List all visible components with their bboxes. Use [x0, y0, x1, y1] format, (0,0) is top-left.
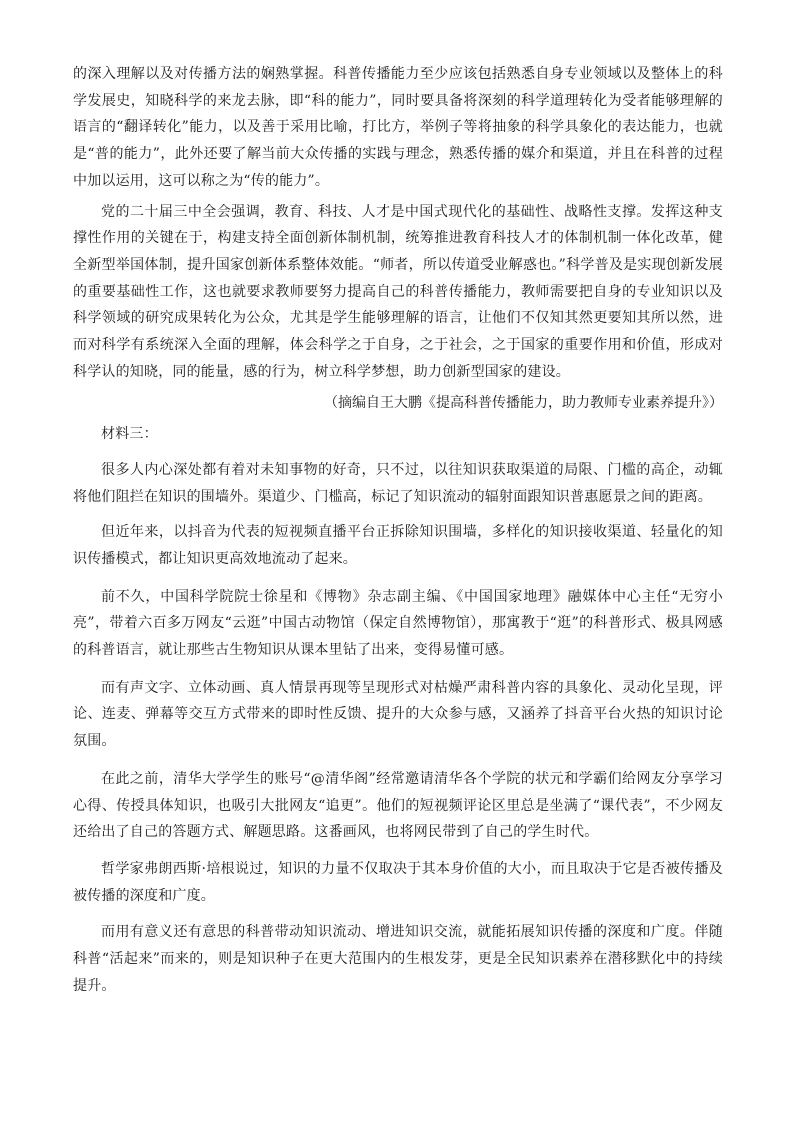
material-paragraph: 前不久，中国科学院院士徐星和《博物》杂志副主编、《中国国家地理》融媒体中心主任“无穷小亮”，带着六百多万网友“云逛”中国古动物馆（保定自然博物馆），那寓教于“逛”的科普形式、极具网感的科普语言，就让那些古生物知识从课本里钻了出来，变得易懂可感。 — [73, 588, 723, 659]
material-paragraph: 而用有意义还有意思的科普带动知识流动、增进知识交流，就能拓展知识传播的深度和广度。伴随科普“活起来”而来的，则是知识种子在更大范围内的生根发芽，更是全民知识素养在潜移默化中的持续提升。 — [73, 924, 723, 994]
material-paragraph: 而有声文字、立体动画、真人情景再现等呈现形式对枯燥严肃科普内容的具象化、灵动化呈现，评论、连麦、弹幕等交互方式带来的即时性反馈、提升的大众参与感，又涵养了抖音平台火热的知识讨论氛围。 — [73, 679, 723, 750]
material-label: 材料三： — [101, 426, 158, 443]
document-body — [73, 61, 723, 1000]
material-paragraph: 在此之前，清华大学学生的账号“@清华阁”经常邀请清华各个学院的状元和学霸们给网友分享学习心得、传授具体知识，也吸引大批网友“追更”。他们的短视频评论区里总是坐满了“课代表”，不少网友还给出了自己的答题方式、解题思路。这番画风，也将网民带到了自己的学生时代。 — [73, 770, 723, 841]
material-paragraph: 哲学家弗朗西斯·培根说过，知识的力量不仅取决于其本身价值的大小，而且取决于它是否被传播及被传播的深度和广度。 — [73, 860, 723, 904]
paragraph-continuation: 的深入理解以及对传播方法的娴熟掌握。科普传播能力至少应该包括熟悉自身专业领域以及整体上的科学发展史，知晓科学的来龙去脉，即“科的能力”，同时要具备将深刻的科学道理转化为受者能够理解的语言的“翻译转化”能力，以及善于采用比喻，打比方，举例子等将抽象的科学具象化的表达能力，也就是“普的能力”，此外还要了解当前大众传播的实践与理念，熟悉传播的媒介和渠道，并且在科普的过程中加以运用，这可以称之为“传的能力”。 — [73, 66, 723, 189]
material-paragraph: 但近年来，以抖音为代表的短视频直播平台正拆除知识围墙，多样化的知识接收渠道、轻量化的知识传播模式，都让知识更高效地流动了起来。 — [73, 524, 723, 567]
source-citation: （摘编自王大鹏《提高科普传播能力，助力教师专业素养提升》） — [324, 395, 723, 412]
material-paragraph: 很多人内心深处都有着对未知事物的好奇，只不过，以往知识获取渠道的局限、门槛的高企，动辄将他们阻拦在知识的围墙外。渠道少、门槛高，标记了知识流动的辐射面跟知识普惠愿景之间的距离。 — [73, 461, 723, 505]
paragraph-policy: 党的二十届三中全会强调，教育、科技、人才是中国式现代化的基础性、战略性支撑。发挥这种支撑性作用的关键在于，构建支持全面创新体制机制，统筹推进教育科技人才的体制机制一体化改革，健全新型举国体制，提升国家创新体系整体效能。“师者，所以传道受业解惑也。”科学普及是实现创新发展的重要基础性工作，这也就要求教师要努力提高自己的科普传播能力，教师需要把自身的专业知识以及科学领域的研究成果转化为公众，尤其是学生能够理解的语言，让他们不仅知其然更要知其所以然，进而对科学有系统深入全面的理解，体会科学之于自身，之于社会，之于国家的重要作用和价值，形成对科学认的知晓，同的能量，感的行为，树立科学梦想，助力创新型国家的建设。 — [73, 203, 723, 380]
